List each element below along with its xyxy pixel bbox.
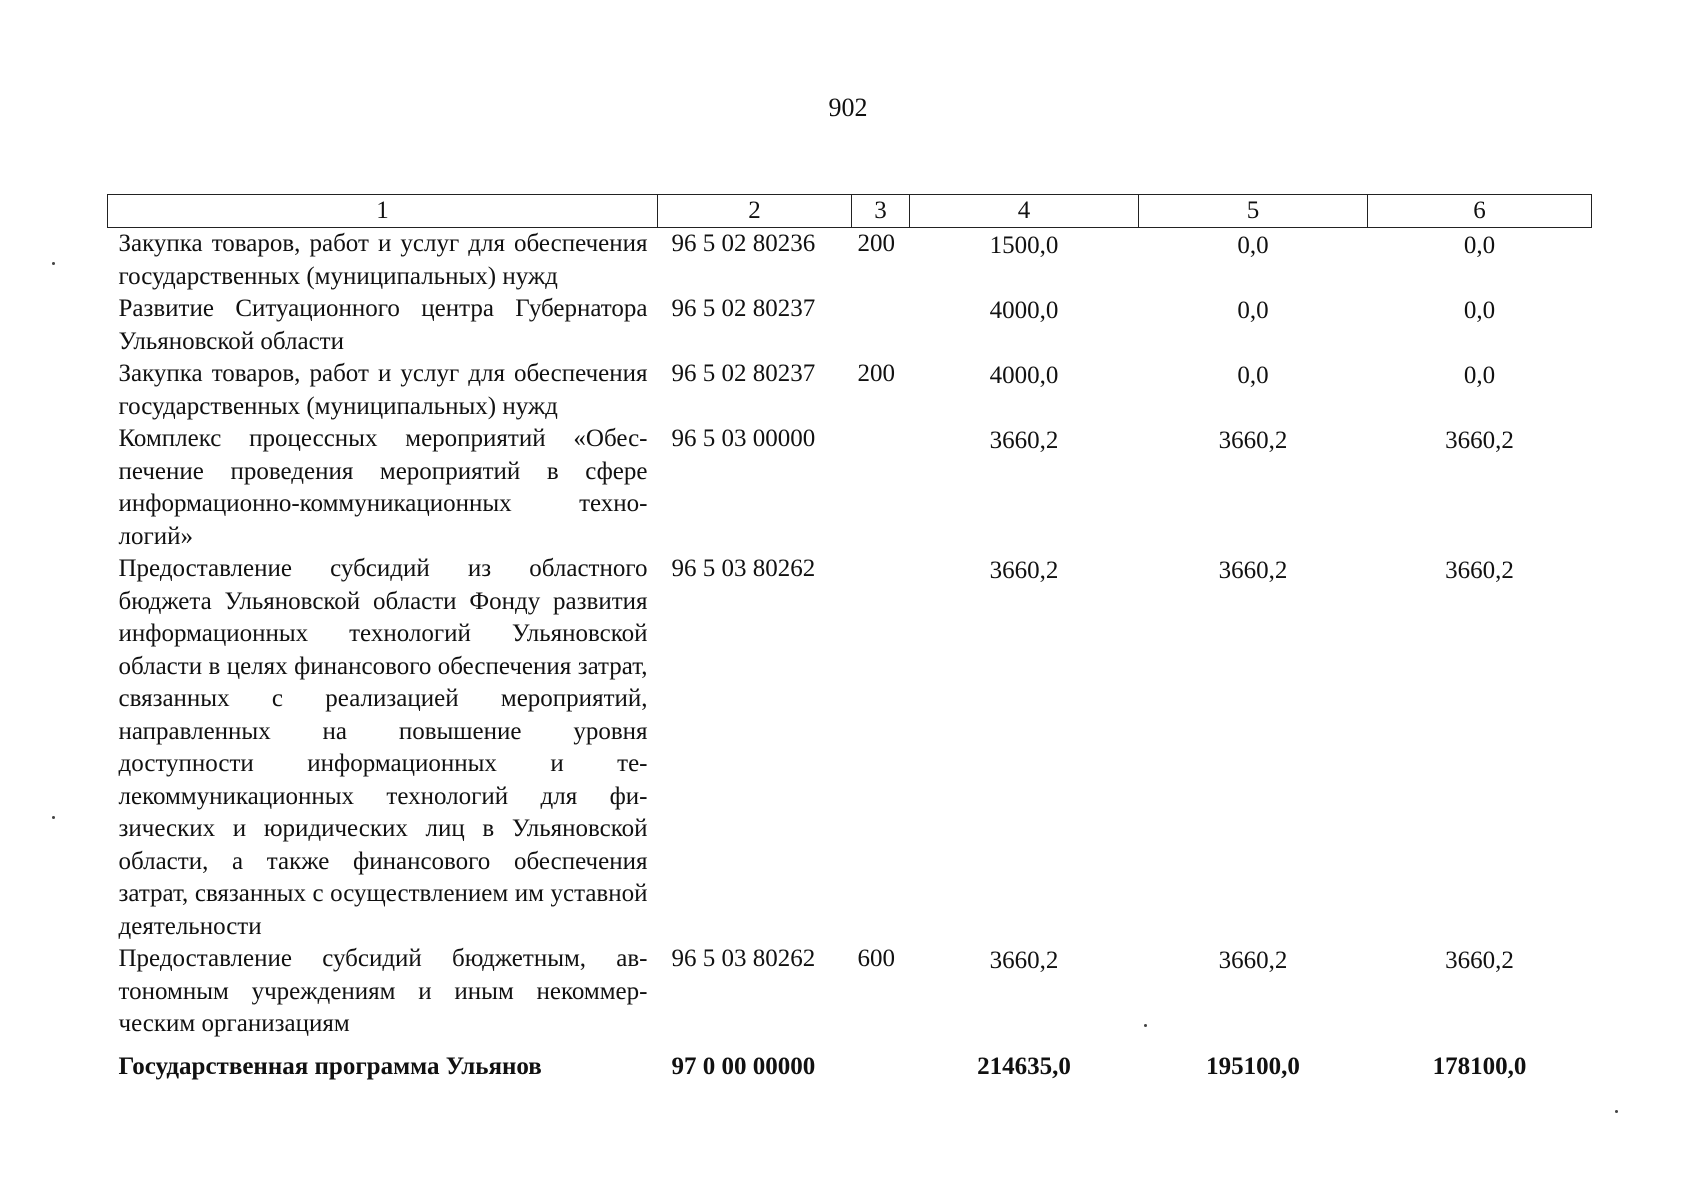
row-name: Предоставление субсидий из областного бюджета Ульяновской области Фонду развития информационных технологий Ульяновской области в целях финансового обеспечения затрат, связанных с реализацией мероприятий, направленных на повышение уровня доступности информационных и телекоммуникационных технологий для физических и юридических лиц в Ульяновской области, а также финансового обеспечения затрат, связанных с осуществлением им уставной деятельности — [118, 555, 648, 940]
row-name: Предоставление субсидий бюджетным, автономным учреждениям и иным некоммерческим организациям — [118, 945, 648, 1037]
row-amount-year-2: 3660,2 — [1218, 557, 1288, 584]
header-col-4: 4 — [910, 195, 1139, 228]
row-amount-year-2: 0,0 — [1237, 362, 1269, 389]
table-row — [108, 228, 1592, 294]
row-amount-year-1: 214635,0 — [977, 1052, 1071, 1080]
table-header — [108, 195, 1592, 228]
header-col-6: 6 — [1368, 195, 1592, 228]
page-number: 902 — [828, 93, 868, 122]
row-name: Комплекс процессных мероприятий «Обеспечение проведения мероприятий в сфере информационно-коммуникационных технологий» — [118, 425, 648, 550]
table-row — [108, 553, 1592, 943]
row-expense-type — [852, 553, 910, 943]
row-code: 96 5 03 80262 — [671, 555, 816, 582]
row-amount-year-1: 4000,0 — [989, 297, 1059, 324]
header-col-1: 1 — [108, 195, 658, 228]
header-col-5: 5 — [1139, 195, 1368, 228]
row-code: 96 5 03 00000 — [671, 425, 816, 452]
row-expense-type — [852, 293, 910, 358]
scan-speck — [52, 262, 55, 265]
row-amount-year-2: 0,0 — [1237, 232, 1269, 259]
row-name: Развитие Ситуационного центра Губернатора Ульяновской области — [118, 295, 648, 355]
row-code: 96 5 03 80262 — [671, 945, 816, 972]
header-col-2: 2 — [658, 195, 852, 228]
budget-table-container — [107, 194, 1591, 1083]
row-amount-year-2: 3660,2 — [1218, 947, 1288, 974]
row-name: Государственная программа Ульянов — [118, 1052, 542, 1080]
budget-table — [107, 194, 1592, 1083]
row-expense-type — [852, 423, 910, 553]
row-amount-year-2: 0,0 — [1237, 297, 1269, 324]
row-name: Закупка товаров, работ и услуг для обеспечения государственных (муниципальных) нужд — [118, 230, 648, 290]
scan-speck — [1615, 1110, 1618, 1113]
row-code: 96 5 02 80236 — [671, 230, 816, 257]
row-expense-type: 600 — [857, 945, 895, 972]
table-row — [108, 423, 1592, 553]
row-amount-year-3: 0,0 — [1463, 362, 1496, 389]
row-amount-year-3: 0,0 — [1463, 297, 1496, 324]
row-amount-year-3: 178100,0 — [1432, 1052, 1527, 1080]
row-code: 96 5 02 80237 — [671, 360, 816, 387]
table-row — [108, 293, 1592, 358]
scan-speck — [52, 816, 55, 819]
header-row — [108, 195, 1592, 228]
header-col-3: 3 — [852, 195, 910, 228]
row-code: 96 5 02 80237 — [671, 295, 816, 322]
row-amount-year-1: 3660,2 — [989, 947, 1059, 974]
row-amount-year-2: 3660,2 — [1218, 427, 1288, 454]
row-expense-type: 200 — [857, 360, 895, 387]
table-row — [108, 943, 1592, 1041]
row-code: 97 0 00 00000 — [671, 1052, 816, 1080]
row-amount-year-1: 3660,2 — [989, 557, 1059, 584]
scan-speck — [1144, 1024, 1147, 1027]
row-amount-year-1: 1500,0 — [989, 232, 1059, 259]
table-body — [108, 228, 1592, 1084]
row-expense-type — [852, 1041, 910, 1084]
row-amount-year-2: 195100,0 — [1206, 1052, 1300, 1080]
row-amount-year-3: 0,0 — [1463, 232, 1496, 259]
row-amount-year-1: 3660,2 — [989, 427, 1059, 454]
row-amount-year-3: 3660,2 — [1445, 947, 1514, 974]
row-name: Закупка товаров, работ и услуг для обеспечения государственных (муниципальных) нужд — [118, 360, 648, 420]
row-expense-type: 200 — [857, 230, 895, 257]
row-amount-year-1: 4000,0 — [989, 362, 1059, 389]
table-row — [108, 358, 1592, 423]
row-amount-year-3: 3660,2 — [1445, 427, 1514, 454]
table-row-program-total — [108, 1041, 1592, 1084]
row-amount-year-3: 3660,2 — [1445, 557, 1514, 584]
